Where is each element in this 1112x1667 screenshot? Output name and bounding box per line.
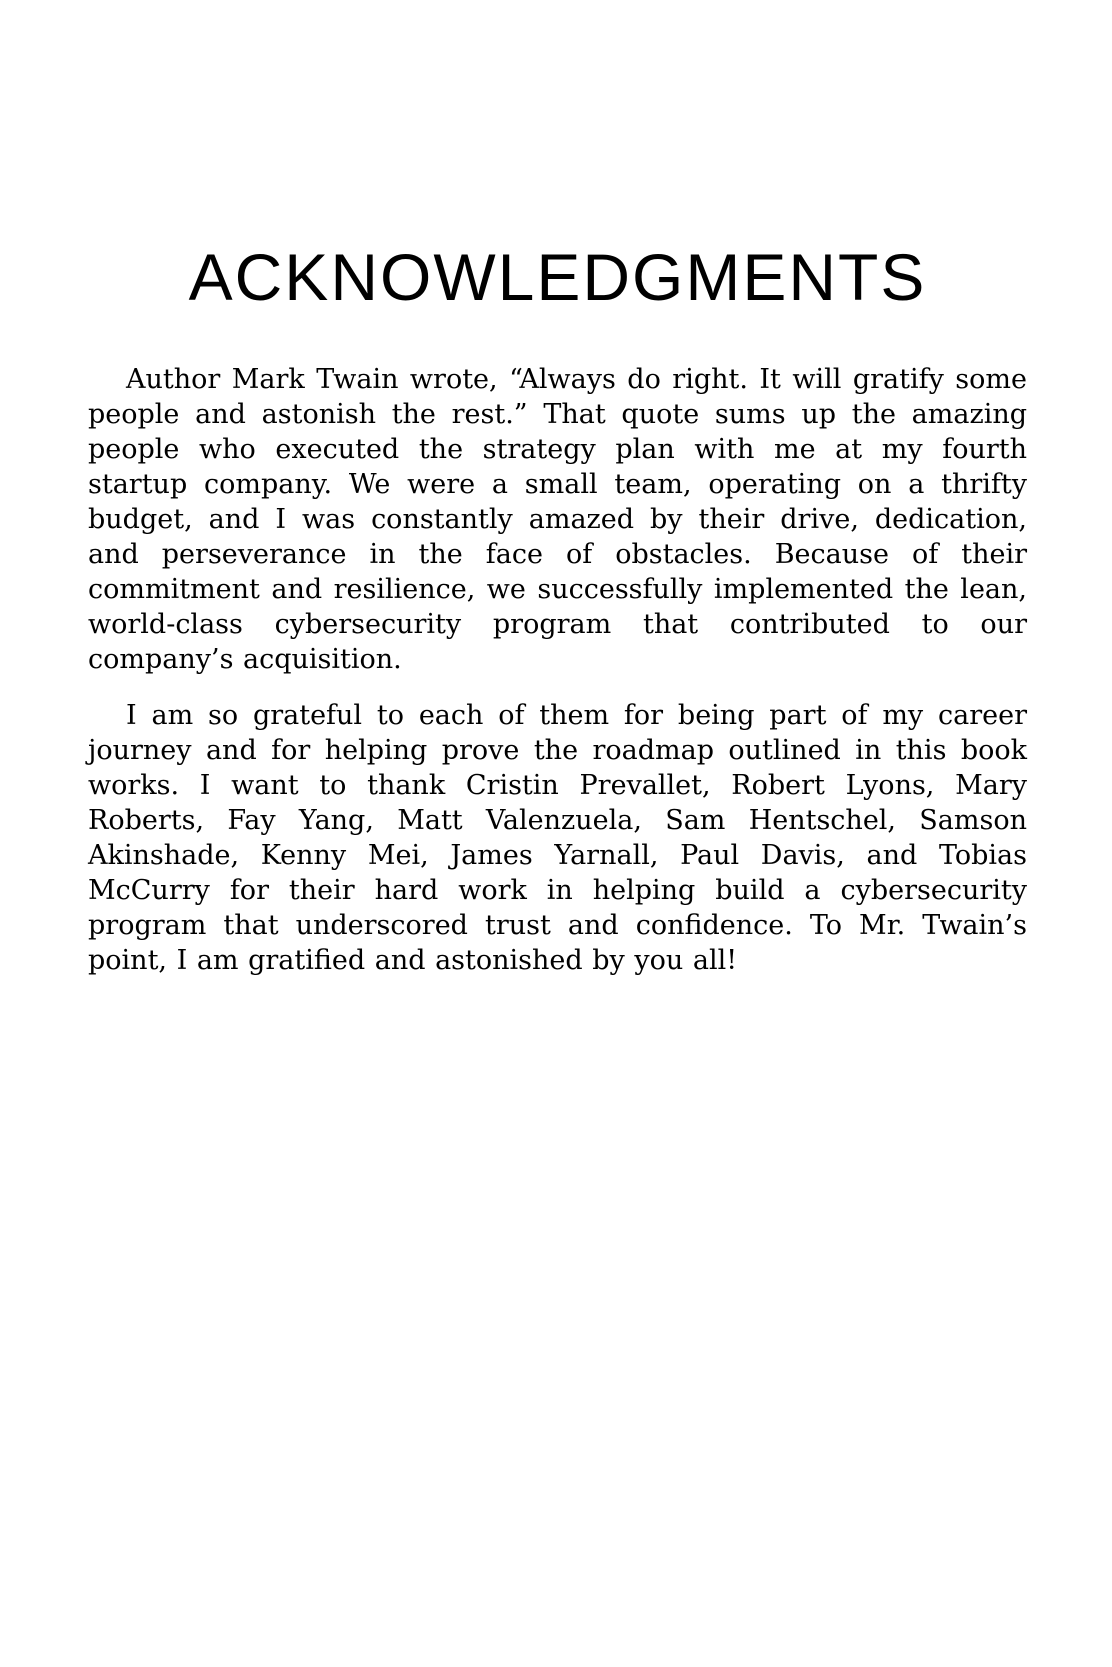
page-title: ACKNOWLEDGMENTS: [188, 240, 927, 314]
paragraph-acknowledgments-1: Author Mark Twain wrote, “Always do right. It will gratify some people and astonish the rest.” That quote sums up the amazing people who executed the strategy plan with me at my fourth startup company. We were a small team, operating on a thrifty budget, and I was constantly amazed by their drive, dedication, and perseverance in the face of obstacles. Because of their commitment and resilience, we successfully implemented the lean, world-class cybersecurity program that contributed to our company’s acquisition.: [88, 364, 1027, 675]
paragraph-acknowledgments-2: I am so grateful to each of them for being part of my career journey and for helping prove the roadmap outlined in this book works. I want to thank Cristin Prevallet, Robert Lyons, Mary Roberts, Fay Yang, Matt Valenzuela, Sam Hentschel, Samson Akinshade, Kenny Mei, James Yarnall, Paul Davis, and Tobias McCurry for their hard work in helping build a cybersecurity program that underscored trust and confidence. To Mr. Twain’s point, I am gratified and astonished by you all!: [88, 700, 1027, 976]
page-content: [88, 362, 1027, 978]
